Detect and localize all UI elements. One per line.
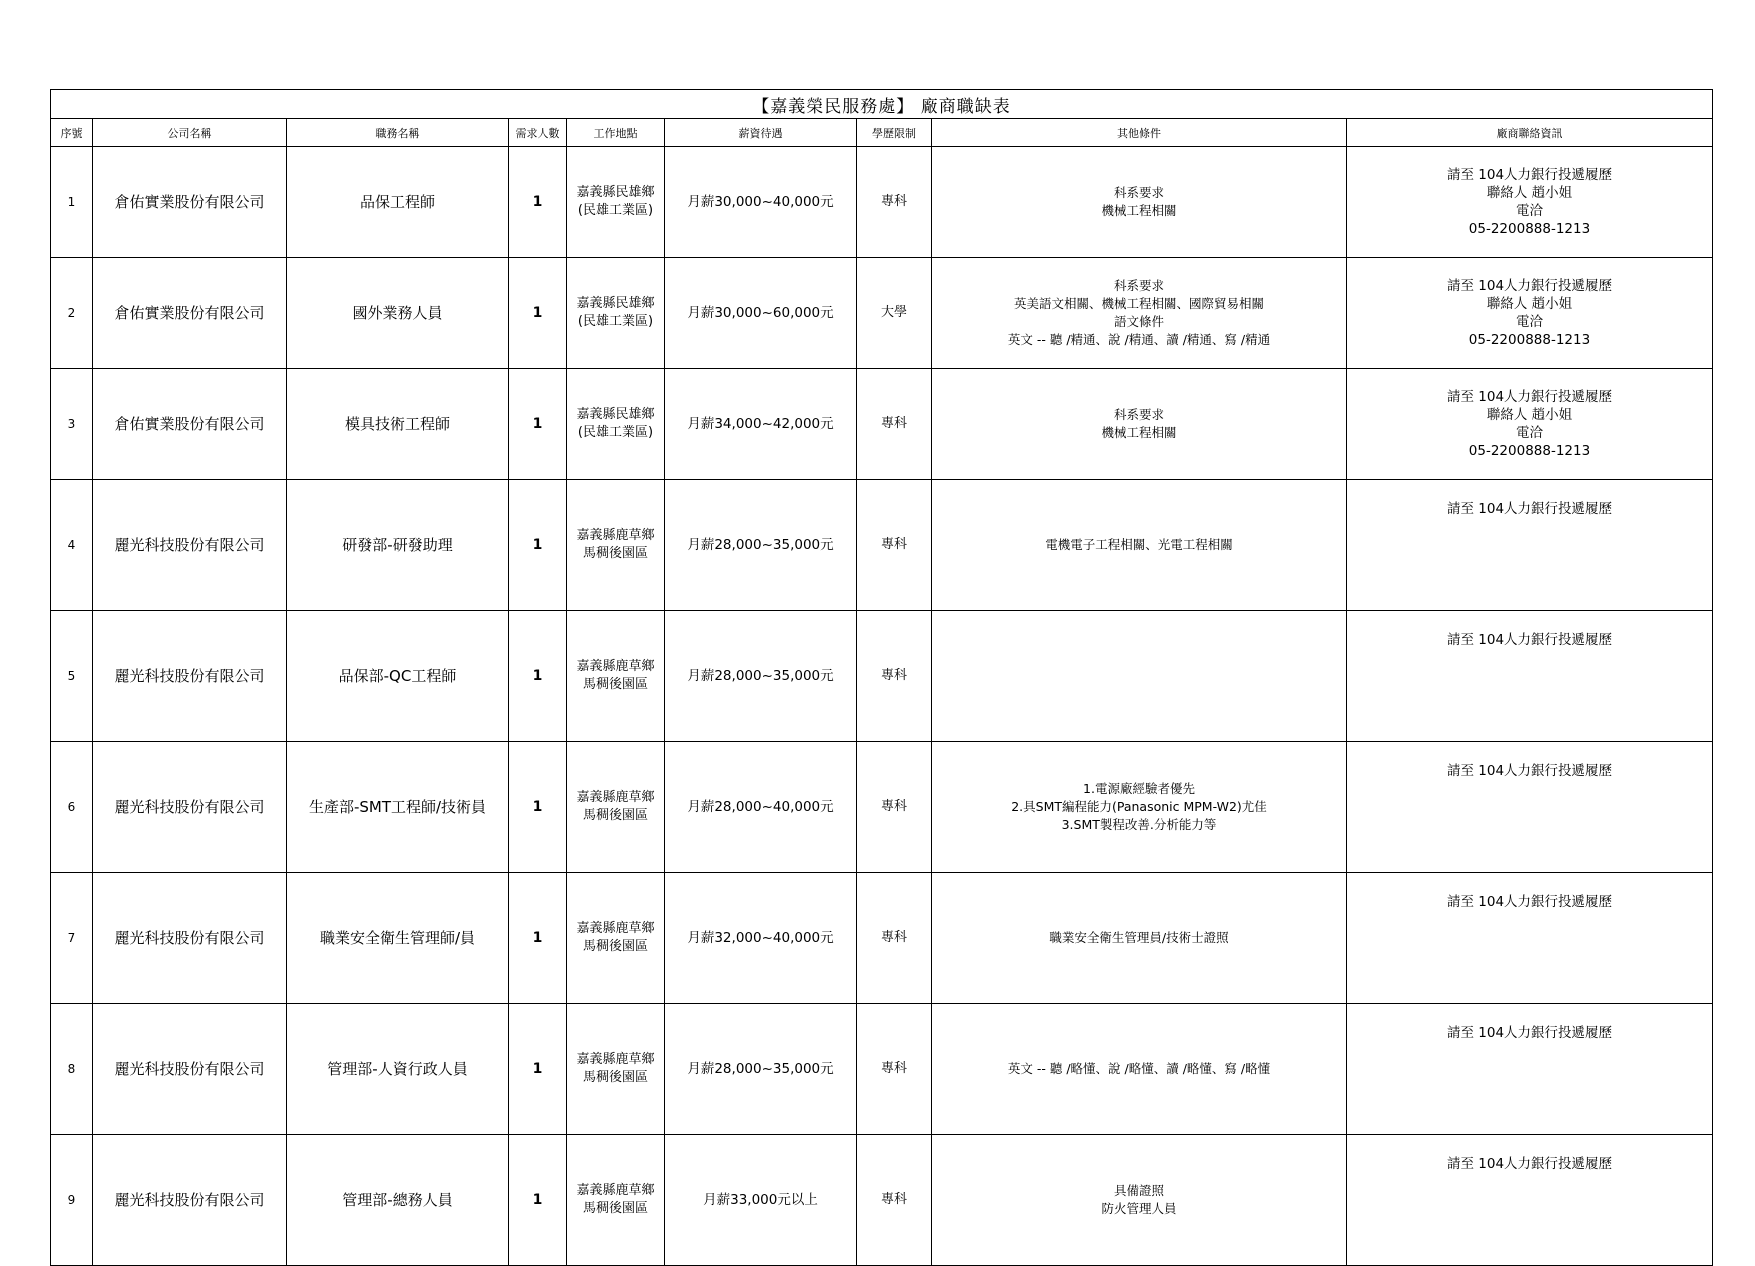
cell-salary: 月薪33,000元以上 <box>665 1135 857 1266</box>
cell-contact-line: 請至 104人力銀行投遞履歷 <box>1446 894 1613 910</box>
cell-location-line: 嘉義縣鹿草鄉 <box>576 1183 655 1198</box>
header-seq: 序號 <box>51 119 93 147</box>
cell-conditions-line: 具備證照 <box>1113 1183 1164 1198</box>
cell-location-line: 馬稠後園區 <box>582 1201 648 1216</box>
header-company: 公司名稱 <box>93 119 287 147</box>
cell-conditions <box>932 611 1347 742</box>
cell-location-line: 嘉義縣鹿草鄉 <box>576 1052 655 1067</box>
table-row <box>51 873 1713 1004</box>
cell-contact-line: 聯絡人 趙小姐 <box>1486 296 1573 312</box>
cell-conditions <box>932 258 1347 369</box>
cell-seq: 1 <box>51 147 93 258</box>
cell-education: 專科 <box>857 369 932 480</box>
cell-company: 麗光科技股份有限公司 <box>93 1135 287 1266</box>
job-rows <box>51 147 1713 1266</box>
cell-contact-line: 請至 104人力銀行投遞履歷 <box>1446 167 1613 183</box>
cell-contact-line: 請至 104人力銀行投遞履歷 <box>1446 278 1613 294</box>
cell-conditions-line: 語文條件 <box>1113 314 1164 329</box>
cell-location-line: (民雄工業區) <box>577 425 654 440</box>
cell-salary: 月薪28,000~40,000元 <box>665 742 857 873</box>
cell-contact-line: 05-2200888-1213 <box>1468 443 1591 459</box>
cell-location <box>567 1004 665 1135</box>
cell-salary: 月薪30,000~40,000元 <box>665 147 857 258</box>
cell-count: 1 <box>509 1004 567 1135</box>
cell-company: 麗光科技股份有限公司 <box>93 742 287 873</box>
header-salary: 薪資待遇 <box>665 119 857 147</box>
cell-location-line: 嘉義縣民雄鄉 <box>576 185 655 200</box>
cell-education: 專科 <box>857 1004 932 1135</box>
cell-education: 專科 <box>857 742 932 873</box>
cell-position: 國外業務人員 <box>287 258 509 369</box>
cell-contact-line: 請至 104人力銀行投遞履歷 <box>1446 501 1613 517</box>
cell-conditions-line: 職業安全衛生管理員/技術士證照 <box>1049 930 1229 945</box>
cell-salary: 月薪32,000~40,000元 <box>665 873 857 1004</box>
cell-location-line: 嘉義縣鹿草鄉 <box>576 528 655 543</box>
cell-conditions-line: 科系要求 <box>1113 407 1164 422</box>
table-row <box>51 147 1713 258</box>
cell-company: 麗光科技股份有限公司 <box>93 480 287 611</box>
header-education: 學歷限制 <box>857 119 932 147</box>
cell-contact <box>1347 742 1713 873</box>
cell-education: 專科 <box>857 873 932 1004</box>
cell-contact <box>1347 611 1713 742</box>
table-row <box>51 258 1713 369</box>
cell-count: 1 <box>509 873 567 1004</box>
cell-location <box>567 742 665 873</box>
cell-conditions-line: 3.SMT製程改善.分析能力等 <box>1061 817 1217 832</box>
cell-company: 倉佑實業股份有限公司 <box>93 369 287 480</box>
cell-position: 品保部-QC工程師 <box>287 611 509 742</box>
cell-conditions-line: 1.電源廠經驗者優先 <box>1083 781 1195 796</box>
cell-location <box>567 258 665 369</box>
cell-seq: 9 <box>51 1135 93 1266</box>
cell-conditions <box>932 369 1347 480</box>
cell-location-line: 馬稠後園區 <box>582 808 648 823</box>
cell-contact-line: 請至 104人力銀行投遞履歷 <box>1446 632 1613 648</box>
cell-seq: 2 <box>51 258 93 369</box>
cell-conditions <box>932 742 1347 873</box>
cell-count: 1 <box>509 258 567 369</box>
cell-conditions <box>932 147 1347 258</box>
cell-conditions-line: 英文 -- 聽 /精通、說 /精通、讀 /精通、寫 /精通 <box>1007 332 1271 347</box>
cell-contact-line: 聯絡人 趙小姐 <box>1486 185 1573 201</box>
cell-location-line: 嘉義縣鹿草鄉 <box>576 790 655 805</box>
table-row <box>51 1135 1713 1266</box>
table-row <box>51 480 1713 611</box>
cell-education: 專科 <box>857 480 932 611</box>
cell-position: 管理部-總務人員 <box>287 1135 509 1266</box>
cell-location <box>567 480 665 611</box>
cell-location-line: 嘉義縣鹿草鄉 <box>576 921 655 936</box>
cell-conditions-line: 防火管理人員 <box>1101 1201 1177 1216</box>
cell-location-line: 馬稠後園區 <box>582 939 648 954</box>
cell-conditions <box>932 1004 1347 1135</box>
cell-count: 1 <box>509 611 567 742</box>
cell-location-line: 嘉義縣民雄鄉 <box>576 407 655 422</box>
cell-education: 專科 <box>857 1135 932 1266</box>
cell-salary: 月薪28,000~35,000元 <box>665 611 857 742</box>
header-conditions: 其他條件 <box>932 119 1347 147</box>
header-location: 工作地點 <box>567 119 665 147</box>
cell-conditions-line: 機械工程相關 <box>1101 425 1177 440</box>
cell-contact <box>1347 1135 1713 1266</box>
table-row <box>51 611 1713 742</box>
header-contact: 廠商聯絡資訊 <box>1347 119 1713 147</box>
cell-salary: 月薪28,000~35,000元 <box>665 480 857 611</box>
cell-education: 大學 <box>857 258 932 369</box>
cell-seq: 7 <box>51 873 93 1004</box>
cell-location <box>567 611 665 742</box>
cell-location <box>567 147 665 258</box>
cell-position: 管理部-人資行政人員 <box>287 1004 509 1135</box>
cell-conditions-line: 科系要求 <box>1113 278 1164 293</box>
cell-location-line: 馬稠後園區 <box>582 1070 648 1085</box>
cell-company: 倉佑實業股份有限公司 <box>93 258 287 369</box>
cell-location-line: 嘉義縣民雄鄉 <box>576 296 655 311</box>
cell-contact <box>1347 147 1713 258</box>
cell-contact-line: 請至 104人力銀行投遞履歷 <box>1446 763 1613 779</box>
cell-contact-line: 05-2200888-1213 <box>1468 332 1591 348</box>
header-position: 職務名稱 <box>287 119 509 147</box>
cell-location-line: 嘉義縣鹿草鄉 <box>576 659 655 674</box>
cell-seq: 4 <box>51 480 93 611</box>
cell-contact <box>1347 873 1713 1004</box>
header-count: 需求人數 <box>509 119 567 147</box>
cell-contact-line: 電洽 <box>1516 425 1543 441</box>
cell-position: 生產部-SMT工程師/技術員 <box>287 742 509 873</box>
cell-contact <box>1347 258 1713 369</box>
cell-count: 1 <box>509 742 567 873</box>
cell-contact-line: 05-2200888-1213 <box>1468 221 1591 237</box>
cell-location <box>567 873 665 1004</box>
cell-company: 麗光科技股份有限公司 <box>93 873 287 1004</box>
cell-seq: 6 <box>51 742 93 873</box>
cell-salary: 月薪34,000~42,000元 <box>665 369 857 480</box>
job-vacancy-table <box>50 89 1713 1266</box>
cell-count: 1 <box>509 1135 567 1266</box>
cell-count: 1 <box>509 480 567 611</box>
cell-salary: 月薪28,000~35,000元 <box>665 1004 857 1135</box>
cell-conditions-line: 英文 -- 聽 /略懂、說 /略懂、讀 /略懂、寫 /略懂 <box>1007 1061 1271 1076</box>
cell-contact <box>1347 369 1713 480</box>
cell-seq: 3 <box>51 369 93 480</box>
cell-education: 專科 <box>857 611 932 742</box>
header-row <box>51 119 1713 147</box>
cell-location-line: 馬稠後園區 <box>582 677 648 692</box>
cell-contact <box>1347 480 1713 611</box>
cell-seq: 8 <box>51 1004 93 1135</box>
cell-contact <box>1347 1004 1713 1135</box>
cell-location <box>567 1135 665 1266</box>
cell-count: 1 <box>509 369 567 480</box>
cell-conditions-line: 科系要求 <box>1113 185 1164 200</box>
job-table-sheet <box>50 89 1712 1216</box>
table-row <box>51 742 1713 873</box>
cell-conditions <box>932 873 1347 1004</box>
cell-company: 麗光科技股份有限公司 <box>93 1004 287 1135</box>
cell-location-line: (民雄工業區) <box>577 203 654 218</box>
cell-conditions <box>932 1135 1347 1266</box>
cell-position: 職業安全衛生管理師/員 <box>287 873 509 1004</box>
cell-conditions-line: 2.具SMT編程能力(Panasonic MPM-W2)尤佳 <box>1011 799 1267 814</box>
cell-conditions-line: 英美語文相關、機械工程相關、國際貿易相關 <box>1013 296 1264 311</box>
table-row <box>51 1004 1713 1135</box>
cell-position: 品保工程師 <box>287 147 509 258</box>
cell-position: 研發部-研發助理 <box>287 480 509 611</box>
table-title: 【嘉義榮民服務處】 廠商職缺表 <box>51 90 1713 119</box>
cell-position: 模具技術工程師 <box>287 369 509 480</box>
cell-location-line: 馬稠後園區 <box>582 546 648 561</box>
cell-company: 倉佑實業股份有限公司 <box>93 147 287 258</box>
cell-company: 麗光科技股份有限公司 <box>93 611 287 742</box>
cell-count: 1 <box>509 147 567 258</box>
cell-education: 專科 <box>857 147 932 258</box>
cell-conditions-line: 機械工程相關 <box>1101 203 1177 218</box>
cell-contact-line: 電洽 <box>1516 203 1543 219</box>
cell-location <box>567 369 665 480</box>
cell-seq: 5 <box>51 611 93 742</box>
table-row <box>51 369 1713 480</box>
cell-conditions-line: 電機電子工程相關、光電工程相關 <box>1045 537 1233 552</box>
cell-conditions <box>932 480 1347 611</box>
cell-contact-line: 請至 104人力銀行投遞履歷 <box>1446 1156 1613 1172</box>
cell-contact-line: 聯絡人 趙小姐 <box>1486 407 1573 423</box>
cell-salary: 月薪30,000~60,000元 <box>665 258 857 369</box>
cell-location-line: (民雄工業區) <box>577 314 654 329</box>
cell-contact-line: 請至 104人力銀行投遞履歷 <box>1446 389 1613 405</box>
cell-contact-line: 請至 104人力銀行投遞履歷 <box>1446 1025 1613 1041</box>
cell-contact-line: 電洽 <box>1516 314 1543 330</box>
